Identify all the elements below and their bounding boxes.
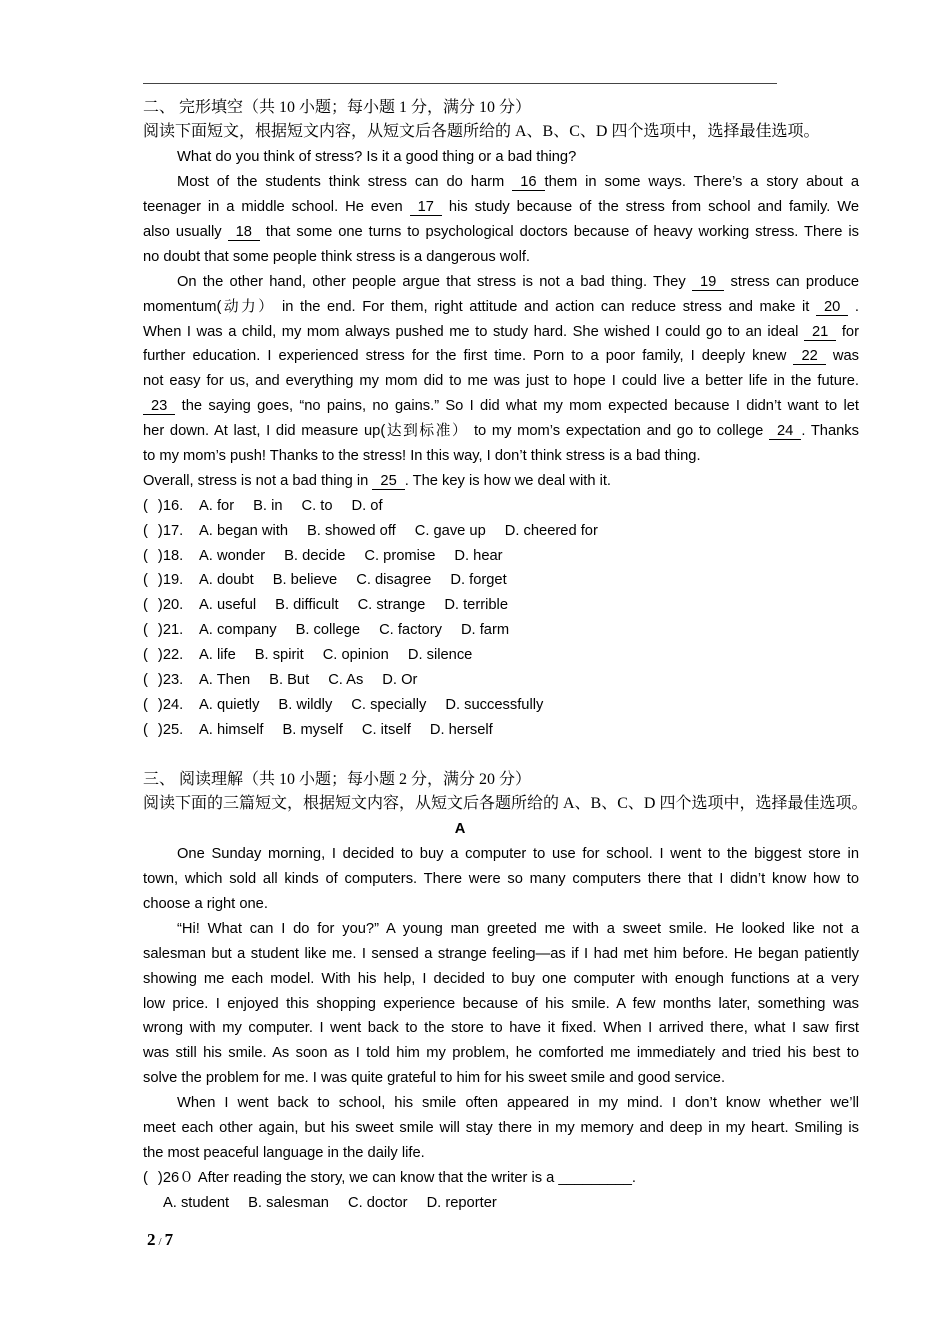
cloze-conclusion [143, 469, 859, 494]
blank-20: 20 [816, 300, 848, 316]
question-number: 20. [162, 597, 184, 614]
option-d: D. silence [407, 647, 473, 664]
bracket-close: ) [157, 721, 163, 738]
text-segment: town, which sold all kinds of computers. There were so many computers there that I didn’t know how to [143, 871, 859, 888]
option-c: C. factory [379, 622, 442, 639]
text-segment: them in some ways. There’s a story about a [544, 174, 859, 191]
bracket-open: ( [143, 622, 148, 639]
text-line [143, 394, 859, 419]
option-b: B. showed off [307, 522, 396, 539]
option-a: A. began with [199, 522, 288, 539]
page-content [143, 96, 868, 1216]
question-number: 26０ [162, 1169, 194, 1186]
option-a: A. for [199, 497, 235, 514]
option-d: D. Or [382, 671, 418, 688]
text-segment: What do you think of stress? Is it a good thing or a bad thing? [177, 149, 577, 166]
cloze-paragraph-1 [143, 170, 859, 270]
option-a: A. quietly [199, 696, 260, 713]
option-d: D. herself [429, 721, 493, 738]
bracket-open: ( [143, 721, 148, 738]
text-line [143, 170, 859, 195]
text-segment: When I was a child, my mom always pushed me to study hard. She wished I could go to an ideal [143, 323, 804, 340]
bracket-open: ( [143, 647, 148, 664]
text-segment: her down. At last, I did measure up(达到标准） to my mom’s expectation and go to college [143, 423, 769, 440]
question-24 [143, 693, 859, 718]
blank-16: 16 [512, 175, 544, 191]
blank-21: 21 [804, 325, 836, 341]
option-d: D. reporter [426, 1194, 497, 1211]
text-segment: . Thanks [801, 423, 859, 440]
text-line [143, 867, 859, 892]
bracket-close: ) [157, 597, 163, 614]
question-22 [143, 643, 859, 668]
question-stem: After reading the story, we can know that the writer is a _________. [197, 1169, 636, 1186]
text-segment: On the other hand, other people argue that stress is not a bad thing. They [177, 273, 692, 290]
text-segment: choose a right one. [143, 896, 268, 912]
question-26 [143, 1166, 859, 1191]
option-d: D. farm [460, 622, 510, 639]
question-label [143, 544, 199, 569]
reading-paragraph-1 [143, 842, 859, 917]
current-page: 2 [147, 1230, 156, 1249]
text-line [143, 1066, 859, 1091]
question-number: 16. [162, 497, 184, 514]
text-line [143, 195, 859, 220]
question-number: 19. [162, 572, 184, 589]
blank-23: 23 [143, 399, 175, 415]
reading-paragraph-2 [143, 917, 859, 1091]
option-c: C. strange [357, 597, 426, 614]
option-b: B. in [253, 497, 283, 514]
option-b: B. believe [272, 572, 338, 589]
header-rule [143, 83, 777, 84]
option-b: B. But [269, 671, 310, 688]
text-segment: salesman but a student like me. I sensed a strange feeling—as if I had met him before. He began patiently [143, 945, 859, 962]
text-segment: was [825, 348, 859, 365]
option-a: A. student [163, 1194, 230, 1211]
question-number: 24. [162, 696, 184, 713]
option-c: C. promise [364, 547, 436, 564]
option-b: B. myself [282, 721, 343, 738]
option-d: D. of [351, 497, 383, 514]
bracket-close: ) [157, 547, 163, 564]
bracket-close: ) [157, 1169, 163, 1186]
option-d: D. cheered for [504, 522, 598, 539]
option-a: A. life [199, 647, 236, 664]
question-16 [143, 494, 859, 519]
bracket-open: ( [143, 522, 148, 539]
option-d: D. forget [450, 572, 507, 589]
bracket-close: ) [157, 647, 163, 664]
text-line [143, 967, 859, 992]
blank-24: 24 [769, 424, 801, 440]
text-segment: the saying goes, “no pains, no gains.” So I did what my mom expected because I didn’t want to let [175, 398, 859, 415]
text-line [143, 842, 859, 867]
text-line [143, 469, 859, 494]
text-line [143, 1016, 859, 1041]
section-spacer [143, 743, 859, 768]
text-segment: . The key is how we deal with it. [404, 472, 612, 489]
bracket-open: ( [143, 547, 148, 564]
question-number: 17. [162, 522, 184, 539]
question-label [143, 593, 199, 618]
text-line [143, 245, 859, 270]
text-segment: “Hi! What can I do for you?” A young man greeted me with a sweet smile. He looked like not a [177, 920, 859, 937]
text-line [143, 295, 859, 320]
blank-19: 19 [692, 275, 724, 291]
text-segment: no doubt that some people think stress is a dangerous wolf. [143, 248, 531, 265]
option-a: A. doubt [199, 572, 254, 589]
cloze-intro [143, 145, 859, 170]
text-segment: his study because of the stress from school and family. We [441, 199, 859, 216]
text-segment: not easy for us, and everything my mom did to me was just to hope I could live a better life in the future. [143, 373, 859, 390]
blank-22: 22 [793, 349, 825, 365]
text-line [143, 444, 859, 469]
question-number: 25. [162, 721, 184, 738]
cloze-questions [143, 494, 859, 743]
blank-25: 25 [372, 474, 404, 490]
text-line [143, 917, 859, 942]
question-number: 23. [162, 671, 184, 688]
text-line [143, 942, 859, 967]
text-segment: showing me each model. With his help, I decided to buy one computer with enough functions at a very [143, 970, 859, 987]
text-segment: . [848, 298, 859, 315]
passage-label: A [454, 821, 466, 838]
text-segment: low price. I enjoyed this shopping experience because of his smile. A few months later, something was [143, 995, 859, 1012]
blank-18: 18 [228, 225, 260, 241]
bracket-open: ( [143, 1169, 148, 1186]
text-segment: stress can produce [724, 273, 859, 290]
option-b: B. salesman [248, 1194, 329, 1211]
text-line [143, 1141, 859, 1166]
text-line [143, 145, 859, 170]
option-a: A. himself [199, 721, 264, 738]
question-label [143, 618, 199, 643]
text-line [143, 220, 859, 245]
text-line [143, 344, 859, 369]
total-pages: 7 [164, 1230, 174, 1249]
text-line [143, 419, 859, 444]
bracket-close: ) [157, 522, 163, 539]
option-d: D. terrible [444, 597, 508, 614]
question-label [143, 668, 199, 693]
option-d: D. hear [454, 547, 503, 564]
option-a: A. company [199, 622, 277, 639]
bracket-open: ( [143, 497, 148, 514]
question-20 [143, 593, 859, 618]
question-26-options [143, 1191, 859, 1216]
question-label [143, 718, 199, 743]
option-c: C. As [328, 671, 364, 688]
option-a: A. wonder [199, 547, 266, 564]
bracket-open: ( [143, 696, 148, 713]
option-c: C. itself [361, 721, 411, 738]
option-c: C. opinion [322, 647, 389, 664]
option-d: D. successfully [445, 696, 544, 713]
cloze-paragraph-2 [143, 270, 859, 469]
question-number: 22. [162, 647, 184, 664]
section-2-instruction: 阅读下面短文，根据短文内容，从短文后各题所给的 A、B、C、D 四个选项中，选择最佳选项。 [143, 123, 820, 141]
option-b: B. difficult [275, 597, 339, 614]
reading-paragraph-3 [143, 1091, 859, 1166]
option-b: B. college [295, 622, 361, 639]
question-19 [143, 568, 859, 593]
question-label [143, 494, 199, 519]
text-segment: was still his smile. As soon as I told him my problem, he comforted me immediately and tried his best to [143, 1045, 859, 1062]
bracket-open: ( [143, 671, 148, 688]
option-c: C. gave up [414, 522, 486, 539]
blank-17: 17 [410, 200, 442, 216]
text-segment: wrong with my computer. I went back to the store to have it fixed. When I arrived there, what I saw first [143, 1020, 859, 1037]
question-number: 21. [162, 622, 184, 639]
question-17 [143, 519, 859, 544]
text-line [143, 992, 859, 1017]
bracket-close: ) [157, 671, 163, 688]
option-b: B. spirit [254, 647, 304, 664]
section-2-heading: 二、 完形填空（共 10 小题；每小题 1 分，满分 10 分） [143, 98, 532, 116]
bracket-close: ) [157, 696, 163, 713]
text-line [143, 270, 859, 295]
text-segment: solve the problem for me. I was quite grateful to him for his sweet smile and good service. [143, 1070, 726, 1087]
option-c: C. doctor [347, 1194, 408, 1211]
text-segment: that some one turns to psychological doctors because of heavy working stress. There is [259, 223, 859, 240]
bracket-open: ( [143, 597, 148, 614]
question-number: 18. [162, 547, 184, 564]
option-a: A. Then [199, 671, 251, 688]
bracket-open: ( [143, 572, 148, 589]
question-25 [143, 718, 859, 743]
text-segment: to my mom’s push! Thanks to the stress! In this way, I don’t think stress is a bad thing. [143, 447, 701, 464]
question-label [143, 693, 199, 718]
bracket-close: ) [157, 572, 163, 589]
text-segment: One Sunday morning, I decided to buy a computer to use for school. I went to the biggest store in [177, 846, 859, 863]
text-line [143, 369, 859, 394]
option-a: A. useful [199, 597, 257, 614]
section-3-instruction: 阅读下面的三篇短文，根据短文内容，从短文后各题所给的 A、B、C、D 四个选项中，选择最佳选项。 [143, 795, 868, 813]
text-line [143, 1091, 859, 1116]
option-c: C. disagree [356, 572, 432, 589]
option-c: C. specially [351, 696, 427, 713]
question-label [143, 643, 199, 668]
question-label [143, 519, 199, 544]
text-line [143, 892, 859, 917]
option-b: B. wildly [278, 696, 333, 713]
text-segment: teenager in a middle school. He even [143, 199, 410, 216]
text-line [143, 1116, 859, 1141]
question-21 [143, 618, 859, 643]
bracket-close: ) [157, 622, 163, 639]
option-c: C. to [301, 497, 333, 514]
option-b: B. decide [284, 547, 346, 564]
page-number [147, 1229, 173, 1251]
bracket-close: ) [157, 497, 163, 514]
text-line [143, 1041, 859, 1066]
text-segment: also usually [143, 223, 228, 240]
text-segment: the most peaceful language in the daily life. [143, 1144, 425, 1161]
text-segment: meet each other again, but his sweet smile will stay there in my memory and deep in my heart. Smiling is [143, 1120, 859, 1137]
text-segment: Most of the students think stress can do harm [177, 174, 513, 191]
text-segment: for [836, 323, 859, 340]
text-line [143, 320, 859, 345]
text-segment: momentum(动力） in the end. For them, right attitude and action can reduce stress and make it [143, 298, 816, 315]
question-label [143, 568, 199, 593]
question-18 [143, 544, 859, 569]
page-separator: / [158, 1236, 162, 1248]
text-segment: further education. I experienced stress for the first time. Porn to a poor family, I deeply knew [143, 348, 794, 365]
text-segment: Overall, stress is not a bad thing in [143, 472, 373, 489]
question-23 [143, 668, 859, 693]
text-segment: When I went back to school, his smile often appeared in my mind. I don’t know whether we’ll [177, 1095, 859, 1112]
section-3-heading: 三、 阅读理解（共 10 小题；每小题 2 分，满分 20 分） [143, 770, 532, 788]
